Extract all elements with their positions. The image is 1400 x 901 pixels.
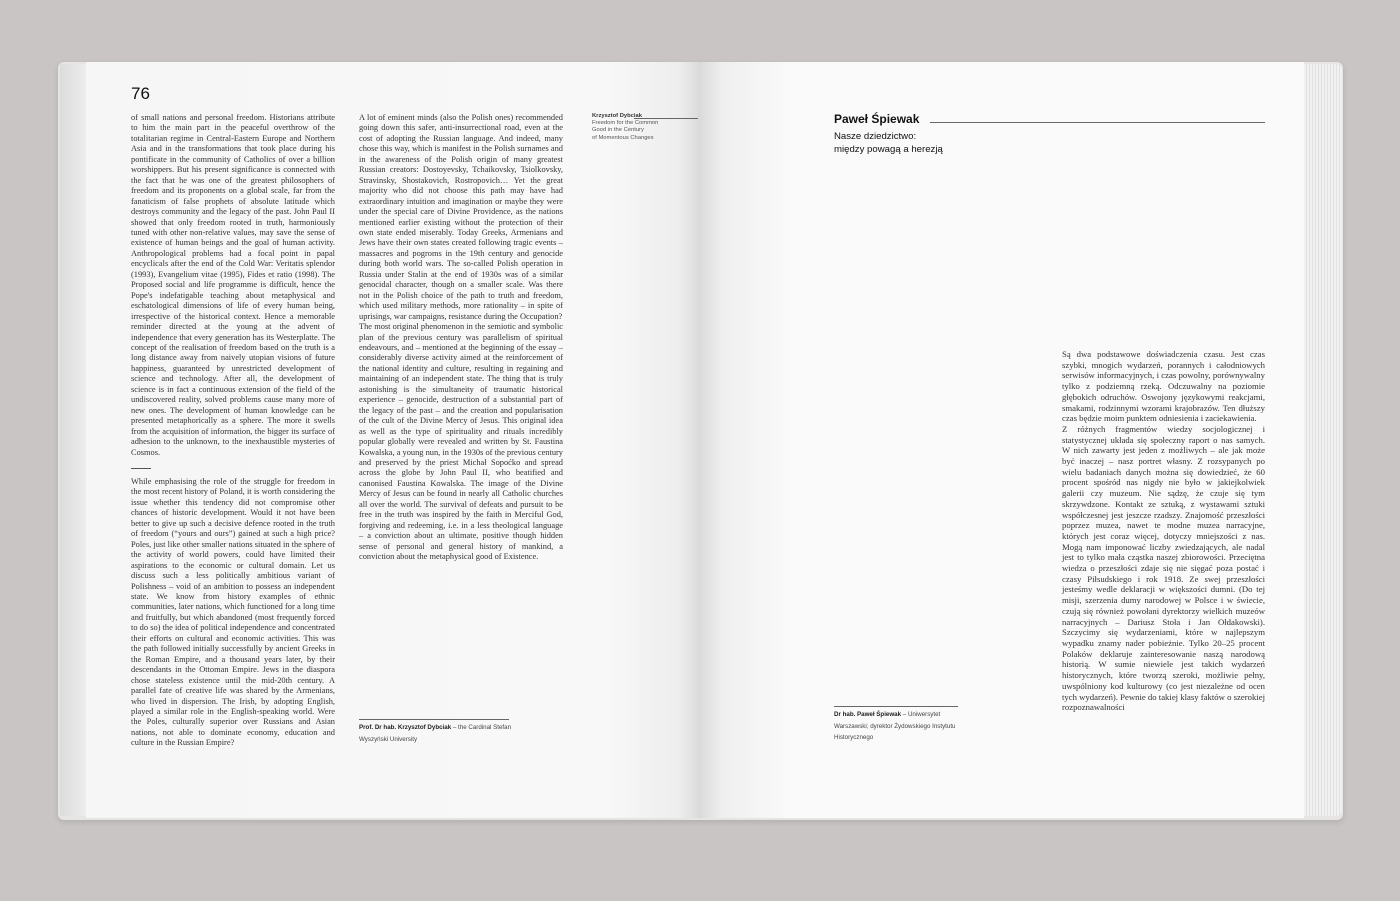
left-column-1-lower [131,477,335,749]
running-header-author: Krzysztof Dybciak [592,113,642,119]
page-number: 76 [131,84,150,103]
running-header-title-line: Good in the Century [592,127,644,134]
article-subtitle [834,131,943,156]
paragraph: A lot of eminent minds (also the Polish ones) recommended going down this safer, anti-insurrectional road, even at the cost of adopting the Russian language. And indeed, many chose this way, which is manifest in the Polish surnames and in the awareness of the Polish origin of many greatest Russian creators: Dostoyevsky, Tchaikovsky, Tsiolkovsky, Stravinsky, Shostakovich, Rostropovich… Yet the great majority who did not choose this path may have had extraordinary intuition and imagination or maybe they were under the special care of Divine Providence, as the nations mentioned earlier existing without the protection of their own state ended miserably. Today Greeks, Armenians and Jews have their own states created following tragic events – massacres and pogroms in the 19th century and genocide during both world wars. The so-called Polish operation in Russia under Stalin at the end of 1930s was of a similar genocidal character, though on a smaller scale. Was there not in the Polish choice of the path to truth and freedom, which used military methods, more rationality – in spite of uprisings, war campaigns, resistance during the Occupation? [359,113,563,321]
author-note-affiliation: – Uniwersytet Warszawski; dyrektor Żydowskiego Instytutu Historycznego [834,711,956,741]
subtitle-line: Nasze dziedzictwo: [834,131,917,142]
paragraph: of small nations and personal freedom. Historians attribute to him the main part in the peaceful overthrow of the totalitarian regime in Central-Eastern Europe and Northern Asia and in the transformations that took place during his pontificate in the community of Catholics of over a billion worshippers. But his present significance is connected with the fact that he was one of the greatest philosophers of freedom and its proponents on a global scale, far from the fanaticism of false prophets of absolute latitude which destroys community and the legacy of the past. John Paul II showed that only freedom rooted in truth, harmoniously tuned with other non-relative values, may save the sense of existence of human beings and the goal of human activity. Anthropological problems had a focal point in papal encyclicals after the end of the Cold War: Veritatis splendor (1993), Evangelium vitae (1995), Fides et ratio (1998). The Proposed social and life programme is difficult, hence the Pope's indefatigable teaching about metaphysical and eschatological dimensions of life of every human being, irrespective of the historical context. Hence a memorable reminder directed at the young at the advent of independence that every generation has its Westerplatte. The concept of the realisation of freedom based on the truth is a long distance away from naively utopian visions of future happiness, guaranteed by unrestricted development of science and technology. After all, the development of science is in fact a continuous extension of the field of the undiscovered reality, solved problems cause many more of new ones. The development of human knowledge can be presented metaphorically as a sphere. The more it swells from the acquisition of information, the bigger its surface of adhesion to the unknown, to the inexhaustible mysteries of Cosmos. [131,113,335,457]
paragraph: Z różnych fragmentów wiedzy socjologicznej i statystycznej układa się społeczny raport o nas samych. W nich zawarty jest jeden z możliwych – ale jak może być inaczej – nasz portret własny. Z rozsypanych po wielu badaniach danych można się dowiedzieć, że 60 procent spośród nas nigdy nie było w jakiejkolwiek galerii czy muzeum. Nie sądzę, że czuje się tym skrzywdzone. Kontakt ze sztuką, z wystawami sztuki współczesnej jest jeszcze rzadszy. Znajomość przeszłości poprzez muzea, nawet te modne muzea narracyjne, których jest coraz więcej, dotyczy mniejszości z nas. Mogą nam imponować liczby zwiedzających, ale nadal jest to tylko mała cząstka naszej zbiorowości. Przeciętna wiedza o przeszłości zdaje się nie sięgać poza postać i czasy Piłsudskiego i rok 1918. Ze swej przeszłości jesteśmy wedle deklaracji w większości dumni. (Do tej misji, szerzenia dumy narodowej w Polsce i w świecie, czują się również powołani dyrektorzy wielkich muzeów narracyjnych – Dariusz Stoła i Jan Ołdakowski). Szczycimy się wydarzeniami, które w najlepszym wypadku znamy nader pobieżnie. Tylko 20–25 procent Polaków deklaruje zainteresowanie naszą narodową historią. W sumie niewiele jest takich wydarzeń historycznych, które tworzą szeroki, możliwie pełny, uwspólniony kod kulturowy (co jest niezależne od ocen tych wydarzeń). Pewnie do takiej klasy faktów o szerokiej rozpoznawalności [1062,423,1265,713]
right-column [1062,349,1265,713]
left-column-1 [131,113,335,458]
book-edge-left [60,64,88,816]
author-note-right [834,709,960,744]
paragraph: Są dwa podstawowe doświadczenia czasu. Jest czas szybki, mnogich wydarzeń, porannych i całodniowych serwisów informacyjnych, i czas powolny, porównywalny tylko z podziemną rzeką. Odczuwalny na poziomie głębokich odruchów. Oswojony językowymi reakcjami, smakami, rodzinnymi wzorami krajobrazów. Ten dłuższy czas będzie moim punktem odniesienia i zaciekawienia. [1062,349,1265,424]
subtitle-line: między powagą a herezją [834,143,943,155]
running-header [592,113,697,142]
author-note-name: Prof. Dr hab. Krzysztof Dybciak [359,724,452,731]
title-rule [930,122,1265,123]
running-header-title-line: of Momentous Changes [592,134,654,141]
author-note-rule [834,706,958,707]
author-note-affiliation: – the Cardinal Stefan Wyszyński University [359,724,512,743]
left-column-2 [359,113,563,562]
article-author-title: Paweł Śpiewak [834,112,920,126]
paragraph: The most original phenomenon in the semiotic and symbolic plan of the previous century was parallelism of spiritual endeavours, and – mentioned at the beginning of the essay – considerably diverse activity aimed at the reinforcement of the national identity and culture, resulting in regaining and maintaining of an independent state. The thing that is truly astonishing is the simultaneity of traumatic historical experience – genocide, destruction of a substantial part of the legacy of the past – and the creation and popularisation of the cult of the Divine Mercy of Jesus. This original idea as well as the type of spirituality and rituals incredibly popular globally were revealed and written by St. Faustina Kowalska, a young nun, in the 1930s of the previous century and preserved by the priest Michał Sopoćko and spread across the globe by John Paul II, who beatified and canonised Faustina Kowalska. The image of the Divine Mercy of Jesus can be found in nearly all Catholic churches all over the world. The survival of defeats and pursuit to be free in the truth was inspired by the faith in Merciful God, forgiving and redeeming, i.e. in a less theological language – a conviction about an ultimate, positive though hidden sense of personal and general history of mankind, a conviction about the metaphysical good of Existence. [359,322,563,562]
author-note-rule [359,719,509,720]
paragraph: While emphasising the role of the struggle for freedom in the most recent history of Poland, it is worth considering the issue whether this tendency did not compromise other chances of historic development. Would it not have been better to give up such a decisive defence rooted in the truth of freedom (“yours and ours”) gained at such a high price? Poles, just like other smaller nations situated in the sphere of the activity of world powers, could have limited their aspirations to the economic or cultural domain. Let us discuss such a less politically ambitious variant of Polishness – void of an ambition to possess an independent state. We know from history examples of ethnic communities, later nations, which functioned for a long time and fruitfully, but which abandoned (most frequently forced to do so) the idea of political independence and concentrated their efforts on cultural and economic activities. This was the path followed initially successfully by ancient Greeks in the Roman Empire, and a thousand years later, by their descendants in the Ottoman Empire. Jews in the diaspora chose stateless existence until the mid-20th century. A parallel fate of creative life was shared by the Armenians, who lived in dispersion. The Irish, by adopting English, played a similar role in the English-speaking world. Were the Poles, culturally superior over Russians and Asian nations, not able to dominate economy, education and culture in the Russian Empire? [131,477,335,748]
author-note-left [359,722,519,745]
book-edge-right [1304,64,1342,816]
running-header-title-line: Freedom for the Common [592,120,659,127]
section-divider [131,468,151,469]
author-note-name: Dr hab. Paweł Śpiewak [834,711,902,718]
